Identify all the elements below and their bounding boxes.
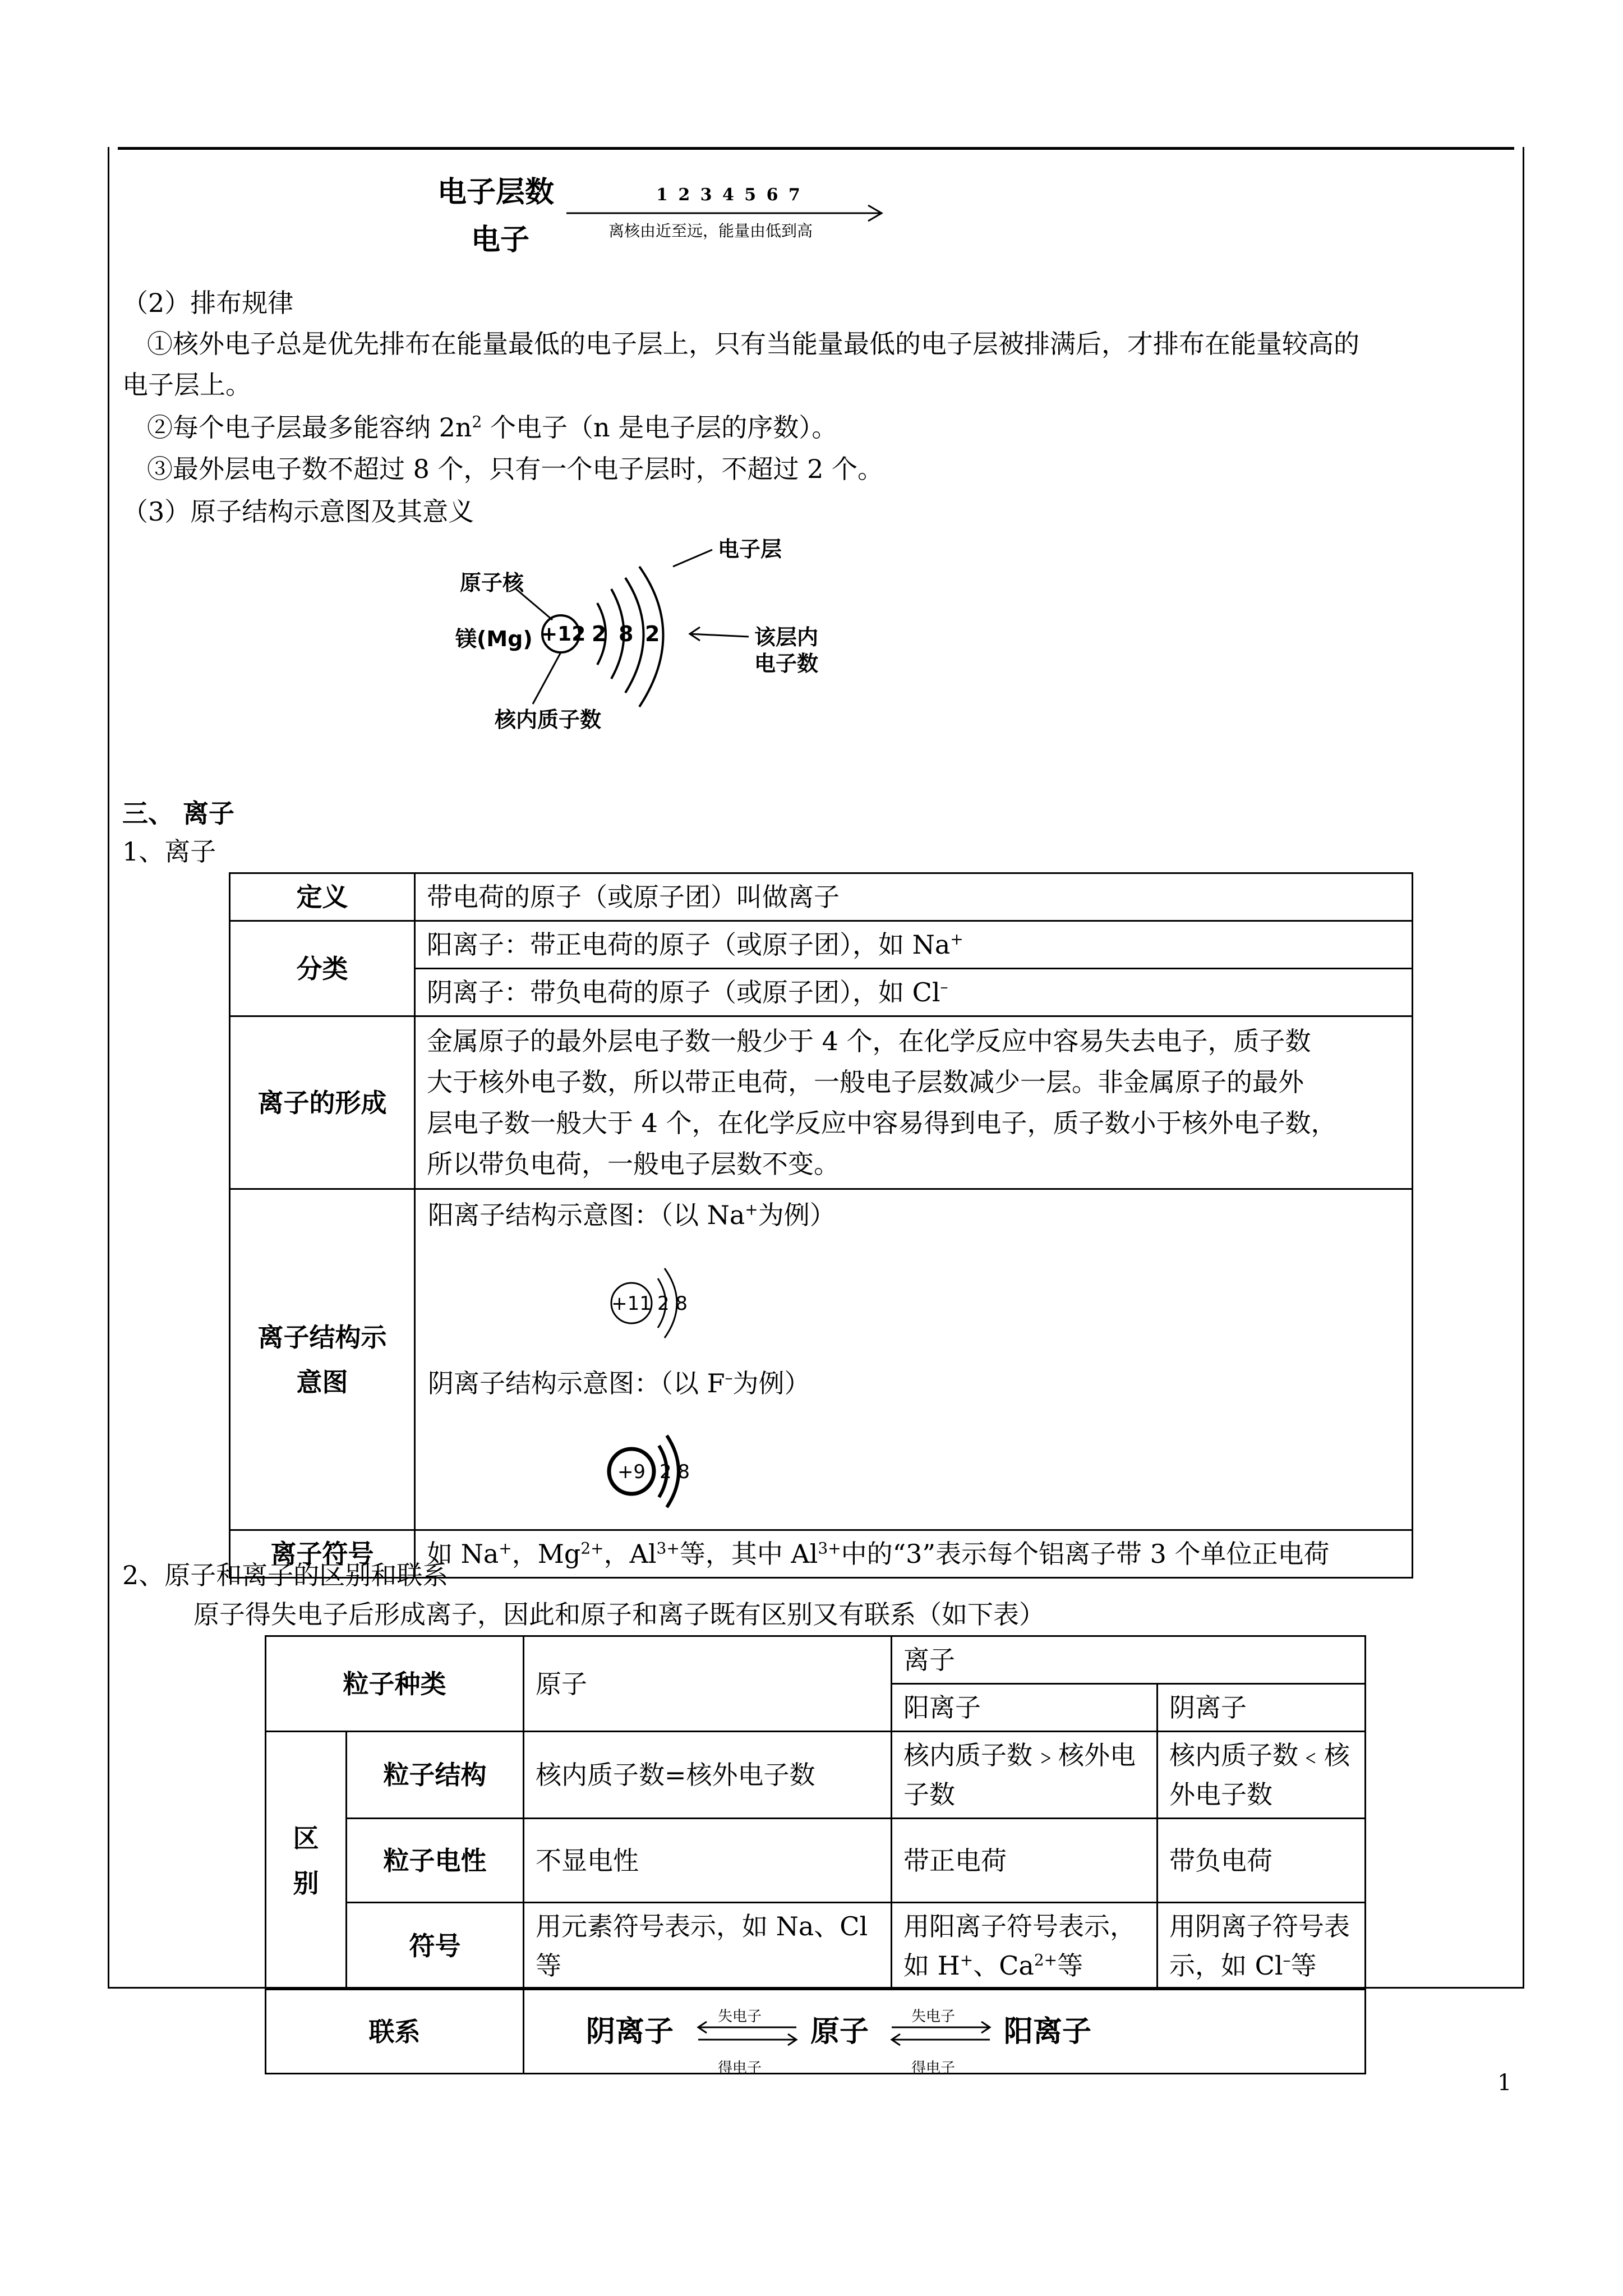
anion-definition: 阴离子：带负电荷的原子（或原子团），如 Cl– xyxy=(415,969,1413,1016)
symbol-head: 符号 xyxy=(347,1903,524,1990)
particle-kind-head: 粒子种类 xyxy=(266,1636,524,1732)
cation-charge: 带正电荷 xyxy=(892,1819,1158,1903)
shell-count-label: 电子层数 xyxy=(437,175,555,209)
relation-cation: 阳离子 xyxy=(1004,2014,1092,2049)
na-nucleus-value: +11 xyxy=(611,1292,652,1315)
element-label: 镁(Mg) xyxy=(455,627,533,651)
ions-subheading: 1、离子 xyxy=(122,836,216,867)
ion-symbol-body: 如 Na+，$Mg^{2+}$，$Al^{3+}$等，其中 $Al^{3+}$中的“3”表示每个铝离子带 3 个单位正电荷 xyxy=(415,1530,1413,1578)
anion-diagram-title: 阴离子结构示意图：（以 F–为例） xyxy=(428,1368,810,1398)
electron-label: 电子 xyxy=(471,223,530,257)
classification-head: 分类 xyxy=(230,921,415,1016)
formation-body xyxy=(415,1016,1413,1189)
particle-charge-head: 粒子电性 xyxy=(347,1819,524,1903)
nucleus-label: 原子核 xyxy=(460,570,524,595)
cation-definition: 阳离子：带正电荷的原子（或原子团），如 Na+ xyxy=(415,921,1413,969)
formation-head: 离子的形成 xyxy=(230,1016,415,1189)
comparison-subheading: 2、原子和离子的区别和联系 xyxy=(122,1560,449,1590)
shell-label: 电子层 xyxy=(718,537,782,562)
shell-3-value: 2 xyxy=(645,622,660,646)
ion-table xyxy=(229,872,1413,1579)
rule-1-line-1: ①核外电子总是优先排布在能量最低的电子层上，只有当能量最低的电子层被排满后，才排布在能量较高的 xyxy=(147,329,1359,359)
layer-electrons-label-2: 电子数 xyxy=(754,651,819,676)
shell-numbers: 1 2 3 4 5 6 7 xyxy=(656,185,803,205)
relation-bottom-left: 得电子 xyxy=(718,2059,762,2077)
cation-structure: 核内质子数﹥核外电子数 xyxy=(892,1732,1158,1819)
structure-compare-row xyxy=(266,1732,1366,1819)
relation-head: 联系 xyxy=(266,1990,524,2074)
difference-head-line: 区 xyxy=(293,1823,319,1853)
particle-structure-head: 粒子结构 xyxy=(347,1732,524,1819)
comparison-intro: 原子得失电子后形成离子，因此和原子和离子既有区别又有联系（如下表） xyxy=(193,1599,1045,1630)
page-number: 1 xyxy=(1497,2070,1512,2096)
anion-charge: 带负电荷 xyxy=(1158,1819,1366,1903)
structure-row xyxy=(230,1189,1413,1530)
structure-head-line: 离子结构示 xyxy=(257,1322,387,1352)
definition-head: 定义 xyxy=(230,873,415,921)
na-ion-diagram xyxy=(595,1251,718,1352)
relation-bottom-right: 得电子 xyxy=(911,2059,956,2077)
anion-symbol: 用阴离子符号表示，如 Cl–等 xyxy=(1158,1903,1366,1990)
ions-heading: 三、 离子 xyxy=(122,798,235,829)
shell-1-value: 2 xyxy=(592,622,607,646)
na-shell-values: 2 8 xyxy=(657,1292,688,1315)
f-ion-diagram xyxy=(595,1420,718,1521)
cation-symbol: 用阳离子符号表示，如 H+、$Ca^{2+}$等 xyxy=(892,1903,1158,1990)
formation-line: 大于核外电子数，所以带正电荷，一般电子层数减少一层。非金属原子的最外 xyxy=(427,1066,1304,1097)
nucleus-value: +12 xyxy=(541,623,586,646)
relation-body xyxy=(524,1990,1366,2077)
atom-head: 原子 xyxy=(524,1636,892,1732)
structure-head xyxy=(230,1189,415,1530)
relation-diagram xyxy=(524,1993,1364,2077)
relation-anion: 阴离子 xyxy=(586,2014,674,2049)
relation-atom: 原子 xyxy=(810,2014,869,2049)
atom-symbol: 用元素符号表示，如 Na、Cl 等 xyxy=(524,1903,892,1990)
difference-head-line: 别 xyxy=(293,1867,319,1898)
rules-heading: （2）排布规律 xyxy=(122,288,294,318)
atom-ion-comparison-table xyxy=(265,1635,1366,2077)
ion-head: 离子 xyxy=(892,1636,1366,1684)
rule-2: ②每个电子层最多能容纳 $2n^2$ 个电子（n 是电子层的序数）。 xyxy=(147,412,838,443)
charge-compare-row xyxy=(266,1819,1366,1903)
atom-structure: 核内质子数=核外电子数 xyxy=(524,1732,892,1819)
structure-head-line: 意图 xyxy=(296,1366,348,1397)
diagram-heading: （3）原子结构示意图及其意义 xyxy=(122,496,474,527)
rule-1-line-2: 电子层上。 xyxy=(122,370,251,400)
cation-row xyxy=(230,921,1413,969)
anion-structure: 核内质子数﹤核外电子数 xyxy=(1158,1732,1366,1819)
formation-line: 金属原子的最外层电子数一般少于 4 个，在化学反应中容易失去电子，质子数 xyxy=(427,1025,1311,1056)
cation-head: 阳离子 xyxy=(892,1684,1158,1732)
cation-diagram-title: 阳离子结构示意图：（以 Na+为例） xyxy=(428,1200,836,1230)
definition-row xyxy=(230,873,1413,921)
rule-3: ③最外层电子数不超过 8 个，只有一个电子层时，不超过 2 个。 xyxy=(147,454,884,484)
formation-line: 层电子数一般大于 4 个，在化学反应中容易得到电子，质子数小于核外电子数， xyxy=(427,1107,1337,1138)
header-row-1 xyxy=(266,1636,1366,1684)
proton-count-label: 核内质子数 xyxy=(495,707,602,732)
relation-top-left: 失电子 xyxy=(718,2008,762,2025)
formation-row xyxy=(230,1016,1413,1189)
formation-line: 所以带负电荷，一般电子层数不变。 xyxy=(427,1148,840,1179)
atom-charge: 不显电性 xyxy=(524,1819,892,1903)
f-shell-values: 2 8 xyxy=(659,1461,690,1483)
relation-row xyxy=(266,1990,1366,2074)
relation-arrows-left xyxy=(693,2019,805,2047)
f-nucleus-value: +9 xyxy=(617,1461,646,1483)
anion-head: 阴离子 xyxy=(1158,1684,1366,1732)
symbol-compare-row xyxy=(266,1903,1366,1990)
definition-body: 带电荷的原子（或原子团）叫做离子 xyxy=(415,873,1413,921)
ion-symbol-head: 离子符号 xyxy=(230,1530,415,1578)
layer-electrons-label-1: 该层内 xyxy=(754,625,819,650)
structure-body xyxy=(415,1189,1413,1530)
arrow-caption: 离核由近至远，能量由低到高 xyxy=(608,222,813,240)
relation-arrows-right xyxy=(886,2019,998,2047)
shell-2-value: 8 xyxy=(619,622,634,646)
relation-top-right: 失电子 xyxy=(911,2008,956,2025)
difference-head xyxy=(266,1732,347,1990)
